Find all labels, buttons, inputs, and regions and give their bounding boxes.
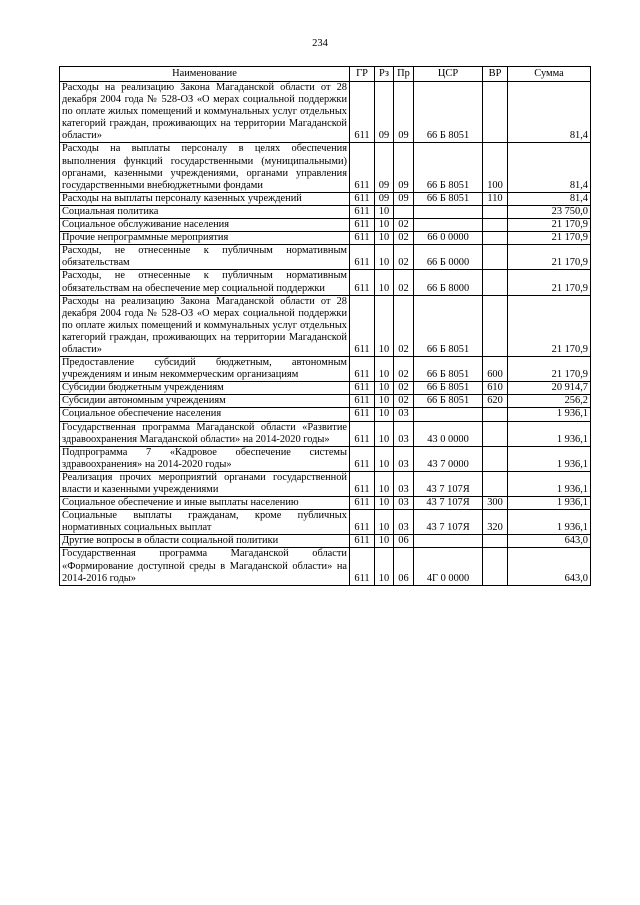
cell-rz: 09 <box>375 143 394 192</box>
cell-gr: 611 <box>350 535 375 548</box>
cell-name: Расходы на выплаты персоналу в целях обеспечения выполнения функций государственными (муниципальными) органами, казенными учреждениями, органами управления государственными внебюджетными фондами <box>60 143 350 192</box>
cell-pr: 03 <box>394 471 414 496</box>
cell-pr: 02 <box>394 270 414 295</box>
cell-vr <box>483 82 508 143</box>
cell-csr: 66 Б 8051 <box>414 382 483 395</box>
cell-name: Социальное обеспечение населения <box>60 408 350 421</box>
cell-name: Государственная программа Магаданской области «Развитие здравоохранения Магаданской области» на 2014-2020 годы» <box>60 421 350 446</box>
cell-pr: 03 <box>394 497 414 510</box>
cell-gr: 611 <box>350 192 375 205</box>
cell-pr: 02 <box>394 232 414 245</box>
cell-csr <box>414 219 483 232</box>
cell-rz: 09 <box>375 192 394 205</box>
cell-csr <box>414 535 483 548</box>
cell-rz: 10 <box>375 446 394 471</box>
cell-vr: 610 <box>483 382 508 395</box>
table-header-row <box>60 67 591 82</box>
cell-name: Государственная программа Магаданской области «Формирование доступной среды в Магаданской области» на 2014-2016 годы» <box>60 548 350 585</box>
cell-sum: 20 914,7 <box>508 382 591 395</box>
table-row <box>60 295 591 356</box>
cell-sum: 1 936,1 <box>508 446 591 471</box>
cell-pr: 02 <box>394 245 414 270</box>
cell-csr <box>414 408 483 421</box>
cell-rz: 10 <box>375 295 394 356</box>
cell-gr: 611 <box>350 232 375 245</box>
cell-gr: 611 <box>350 295 375 356</box>
table-row <box>60 357 591 382</box>
cell-vr <box>483 548 508 585</box>
cell-gr: 611 <box>350 357 375 382</box>
cell-sum: 81,4 <box>508 82 591 143</box>
table-row <box>60 497 591 510</box>
cell-gr: 611 <box>350 497 375 510</box>
cell-pr: 02 <box>394 357 414 382</box>
cell-vr <box>483 205 508 218</box>
table-row <box>60 143 591 192</box>
header-csr: ЦСР <box>414 67 483 82</box>
cell-csr: 4Г 0 0000 <box>414 548 483 585</box>
cell-name: Социальное обслуживание населения <box>60 219 350 232</box>
cell-sum: 21 170,9 <box>508 245 591 270</box>
table-row <box>60 382 591 395</box>
cell-gr: 611 <box>350 548 375 585</box>
table-row <box>60 82 591 143</box>
cell-vr: 100 <box>483 143 508 192</box>
cell-rz: 10 <box>375 219 394 232</box>
cell-rz: 10 <box>375 471 394 496</box>
table-row <box>60 245 591 270</box>
cell-name: Субсидии бюджетным учреждениям <box>60 382 350 395</box>
table-row <box>60 421 591 446</box>
cell-vr: 600 <box>483 357 508 382</box>
header-pr: Пр <box>394 67 414 82</box>
cell-pr: 09 <box>394 143 414 192</box>
cell-csr: 66 Б 8051 <box>414 357 483 382</box>
cell-sum: 643,0 <box>508 548 591 585</box>
cell-name: Социальная политика <box>60 205 350 218</box>
cell-csr: 66 Б 8051 <box>414 192 483 205</box>
cell-sum: 21 170,9 <box>508 295 591 356</box>
header-name: Наименование <box>60 67 350 82</box>
table-row <box>60 232 591 245</box>
cell-vr: 300 <box>483 497 508 510</box>
cell-rz: 10 <box>375 421 394 446</box>
cell-pr: 06 <box>394 548 414 585</box>
cell-pr <box>394 205 414 218</box>
table-row <box>60 192 591 205</box>
cell-name: Расходы на выплаты персоналу казенных учреждений <box>60 192 350 205</box>
cell-vr <box>483 219 508 232</box>
cell-pr: 06 <box>394 535 414 548</box>
cell-pr: 02 <box>394 295 414 356</box>
cell-sum: 1 936,1 <box>508 497 591 510</box>
cell-rz: 10 <box>375 408 394 421</box>
cell-gr: 611 <box>350 82 375 143</box>
header-vr: ВР <box>483 67 508 82</box>
cell-sum: 643,0 <box>508 535 591 548</box>
cell-csr: 66 Б 8051 <box>414 295 483 356</box>
cell-csr: 66 Б 8051 <box>414 143 483 192</box>
cell-gr: 611 <box>350 382 375 395</box>
cell-sum: 1 936,1 <box>508 421 591 446</box>
table-row <box>60 446 591 471</box>
cell-rz: 10 <box>375 245 394 270</box>
cell-sum: 21 170,9 <box>508 270 591 295</box>
cell-name: Предоставление субсидий бюджетным, автономным учреждениям и иным некоммерческим организациям <box>60 357 350 382</box>
cell-sum: 1 936,1 <box>508 510 591 535</box>
cell-rz: 10 <box>375 382 394 395</box>
table-body <box>60 82 591 586</box>
cell-gr: 611 <box>350 510 375 535</box>
cell-name: Расходы на реализацию Закона Магаданской области от 28 декабря 2004 года № 528-ОЗ «О мерах социальной поддержки по оплате жилых помещений и коммунальных услуг отдельных категорий граждан, проживающих на территории Магаданской области» <box>60 82 350 143</box>
cell-gr: 611 <box>350 421 375 446</box>
budget-table <box>59 66 591 586</box>
cell-csr: 66 Б 8000 <box>414 270 483 295</box>
cell-csr: 43 7 0000 <box>414 446 483 471</box>
cell-sum: 1 936,1 <box>508 471 591 496</box>
cell-pr: 03 <box>394 408 414 421</box>
cell-csr: 43 7 107Я <box>414 510 483 535</box>
cell-name: Другие вопросы в области социальной политики <box>60 535 350 548</box>
cell-name: Субсидии автономным учреждениям <box>60 395 350 408</box>
cell-vr <box>483 535 508 548</box>
cell-name: Прочие непрограммные мероприятия <box>60 232 350 245</box>
table-row <box>60 205 591 218</box>
table-row <box>60 535 591 548</box>
cell-vr <box>483 232 508 245</box>
cell-rz: 10 <box>375 497 394 510</box>
cell-vr: 620 <box>483 395 508 408</box>
cell-vr <box>483 408 508 421</box>
cell-name: Расходы на реализацию Закона Магаданской области от 28 декабря 2004 года № 528-ОЗ «О мерах социальной поддержки по оплате жилых помещений и коммунальных услуг отдельных категорий граждан, проживающих на территории Магаданской области» <box>60 295 350 356</box>
cell-gr: 611 <box>350 395 375 408</box>
cell-name: Социальные выплаты гражданам, кроме публичных нормативных социальных выплат <box>60 510 350 535</box>
header-sum: Сумма <box>508 67 591 82</box>
cell-rz: 10 <box>375 535 394 548</box>
cell-sum: 23 750,0 <box>508 205 591 218</box>
cell-csr: 43 0 0000 <box>414 421 483 446</box>
cell-sum: 256,2 <box>508 395 591 408</box>
cell-gr: 611 <box>350 219 375 232</box>
cell-sum: 81,4 <box>508 143 591 192</box>
cell-gr: 611 <box>350 245 375 270</box>
cell-pr: 02 <box>394 382 414 395</box>
cell-vr <box>483 421 508 446</box>
table-row <box>60 510 591 535</box>
cell-vr <box>483 270 508 295</box>
header-rz: Рз <box>375 67 394 82</box>
cell-rz: 10 <box>375 357 394 382</box>
table-row <box>60 270 591 295</box>
cell-pr: 03 <box>394 446 414 471</box>
cell-vr <box>483 446 508 471</box>
cell-csr: 66 Б 8051 <box>414 395 483 408</box>
cell-csr <box>414 205 483 218</box>
cell-name: Расходы, не отнесенные к публичным нормативным обязательствам на обеспечение мер социальной поддержки <box>60 270 350 295</box>
cell-sum: 21 170,9 <box>508 219 591 232</box>
cell-name: Реализация прочих мероприятий органами государственной власти и казенными учреждениями <box>60 471 350 496</box>
cell-pr: 03 <box>394 510 414 535</box>
cell-name: Подпрограмма 7 «Кадровое обеспечение системы здравоохранения» на 2014-2020 годы» <box>60 446 350 471</box>
table-row <box>60 548 591 585</box>
cell-vr <box>483 295 508 356</box>
table-row <box>60 408 591 421</box>
cell-csr: 43 7 107Я <box>414 497 483 510</box>
cell-pr: 02 <box>394 395 414 408</box>
cell-pr: 09 <box>394 192 414 205</box>
cell-gr: 611 <box>350 408 375 421</box>
cell-pr: 03 <box>394 421 414 446</box>
page-number: 234 <box>312 38 328 49</box>
cell-csr: 66 0 0000 <box>414 232 483 245</box>
cell-vr: 320 <box>483 510 508 535</box>
cell-rz: 10 <box>375 510 394 535</box>
cell-gr: 611 <box>350 446 375 471</box>
cell-rz: 10 <box>375 270 394 295</box>
cell-pr: 09 <box>394 82 414 143</box>
cell-gr: 611 <box>350 270 375 295</box>
cell-gr: 611 <box>350 471 375 496</box>
cell-csr: 66 Б 8051 <box>414 82 483 143</box>
cell-gr: 611 <box>350 143 375 192</box>
cell-name: Расходы, не отнесенные к публичным нормативным обязательствам <box>60 245 350 270</box>
cell-rz: 10 <box>375 232 394 245</box>
header-gr: ГР <box>350 67 375 82</box>
table-row <box>60 395 591 408</box>
cell-csr: 66 Б 0000 <box>414 245 483 270</box>
cell-vr <box>483 471 508 496</box>
cell-sum: 81,4 <box>508 192 591 205</box>
cell-rz: 10 <box>375 395 394 408</box>
cell-pr: 02 <box>394 219 414 232</box>
cell-name: Социальное обеспечение и иные выплаты населению <box>60 497 350 510</box>
cell-sum: 21 170,9 <box>508 357 591 382</box>
cell-vr: 110 <box>483 192 508 205</box>
cell-gr: 611 <box>350 205 375 218</box>
cell-rz: 10 <box>375 548 394 585</box>
table-row <box>60 219 591 232</box>
cell-csr: 43 7 107Я <box>414 471 483 496</box>
table-row <box>60 471 591 496</box>
cell-rz: 10 <box>375 205 394 218</box>
cell-sum: 1 936,1 <box>508 408 591 421</box>
cell-rz: 09 <box>375 82 394 143</box>
cell-sum: 21 170,9 <box>508 232 591 245</box>
cell-vr <box>483 245 508 270</box>
